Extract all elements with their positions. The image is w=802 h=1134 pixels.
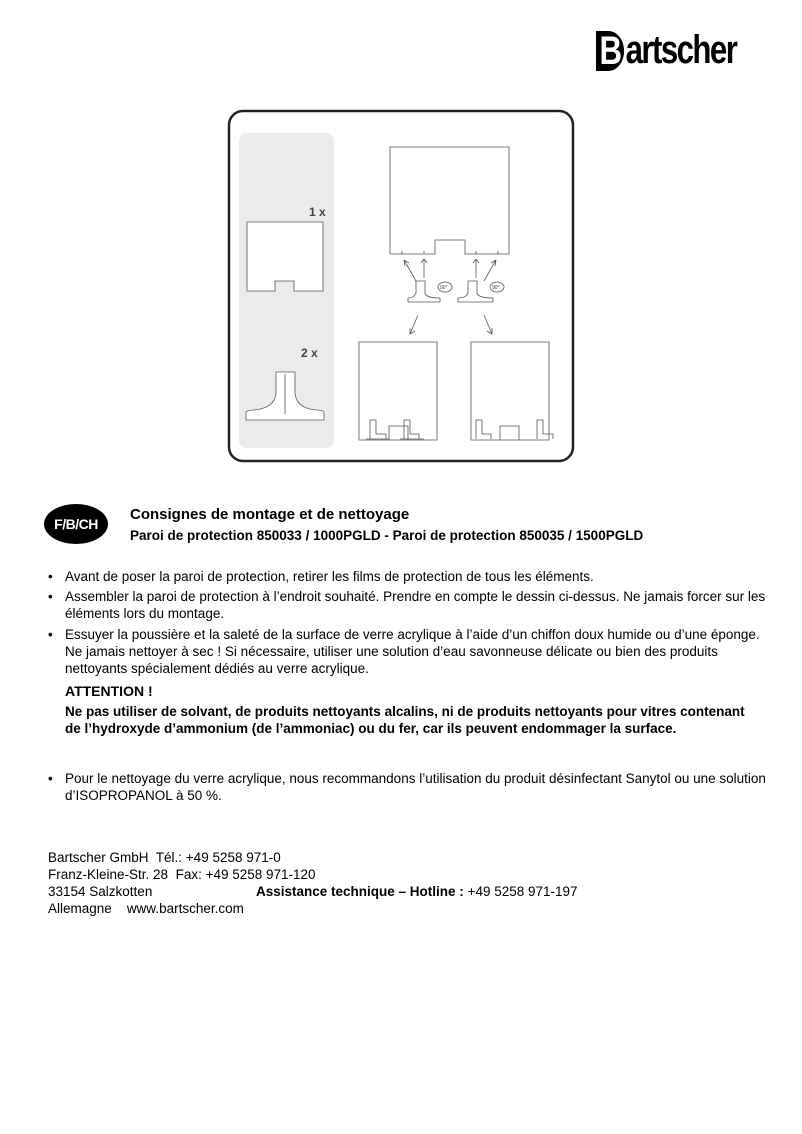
panel-qty-label: 1 x	[309, 205, 326, 219]
foot-icon-right	[458, 281, 493, 302]
instruction-list	[48, 588, 768, 622]
company-name: Bartscher GmbH	[48, 850, 149, 865]
panel-part-icon	[247, 222, 323, 291]
bartscher-logo: B artscher	[596, 28, 736, 73]
list-item: • Essuyer la poussière et la saleté de la surface de verre acrylique à l’aide d’un chiffon doux humide ou d’une éponge. Ne jamais nettoyer à sec ! Si nécessaire, utiliser une solution d’eau savonneuse délicate ou bien des produits nettoyants spécialement dédiés au verre acrylique.	[48, 626, 768, 677]
foot-qty-label: 2 x	[301, 346, 318, 360]
rotation-right-label: 90°	[492, 285, 500, 291]
list-item: • Assembler la paroi de protection à l’endroit souhaité. Prendre en compte le dessin ci-dessus. Ne jamais forcer sur les éléments lors du montage.	[48, 588, 768, 622]
instruction-list	[48, 568, 768, 585]
assembly-diagram	[226, 108, 576, 463]
rotation-left-label: 90°	[440, 285, 448, 291]
attention-heading: ATTENTION !	[65, 683, 153, 699]
hotline-number: +49 5258 971-197	[467, 884, 578, 899]
footer-contact	[48, 849, 578, 917]
country: Allemagne	[48, 901, 112, 916]
street: Franz-Kleine-Str. 28	[48, 867, 169, 882]
instruction-list	[48, 770, 768, 804]
city: 33154 Salzkotten	[48, 884, 153, 899]
attention-text: Ne pas utiliser de solvant, de produits nettoyants alcalins, ni de produits nettoyants pour vitres contenant de l’hydroxyde d’ammonium (de l’ammoniac) ou du fer, car ils peuvent endommager la surface.	[65, 704, 745, 736]
region-badge: F/B/CH	[44, 504, 108, 544]
website-link[interactable]: www.bartscher.com	[126, 901, 244, 916]
main-panel-icon	[390, 147, 509, 254]
doc-title: Consignes de montage et de nettoyage	[130, 506, 410, 523]
down-arrow-icons	[410, 315, 492, 334]
logo-text: artscher	[625, 28, 737, 72]
assembled-panel-left	[359, 342, 437, 440]
doc-subtitle: Paroi de protection 850033 / 1000PGLD - Paroi de protection 850035 / 1500PGLD	[130, 528, 644, 543]
fax: Fax: +49 5258 971-120	[175, 867, 316, 882]
phone: Tél.: +49 5258 971-0	[155, 850, 281, 865]
arrow-icons	[404, 259, 496, 281]
list-item: • Avant de poser la paroi de protection, retirer les films de protection de tous les éléments.	[48, 568, 768, 585]
hotline-label: Assistance technique – Hotline :	[256, 884, 464, 899]
foot-icon-left	[408, 281, 440, 302]
list-item: • Pour le nettoyage du verre acrylique, nous recommandons l’utilisation du produit désinfectant Sanytol ou une solution d’ISOPROPANOL à 50 %.	[48, 770, 768, 804]
instruction-list	[48, 626, 768, 677]
